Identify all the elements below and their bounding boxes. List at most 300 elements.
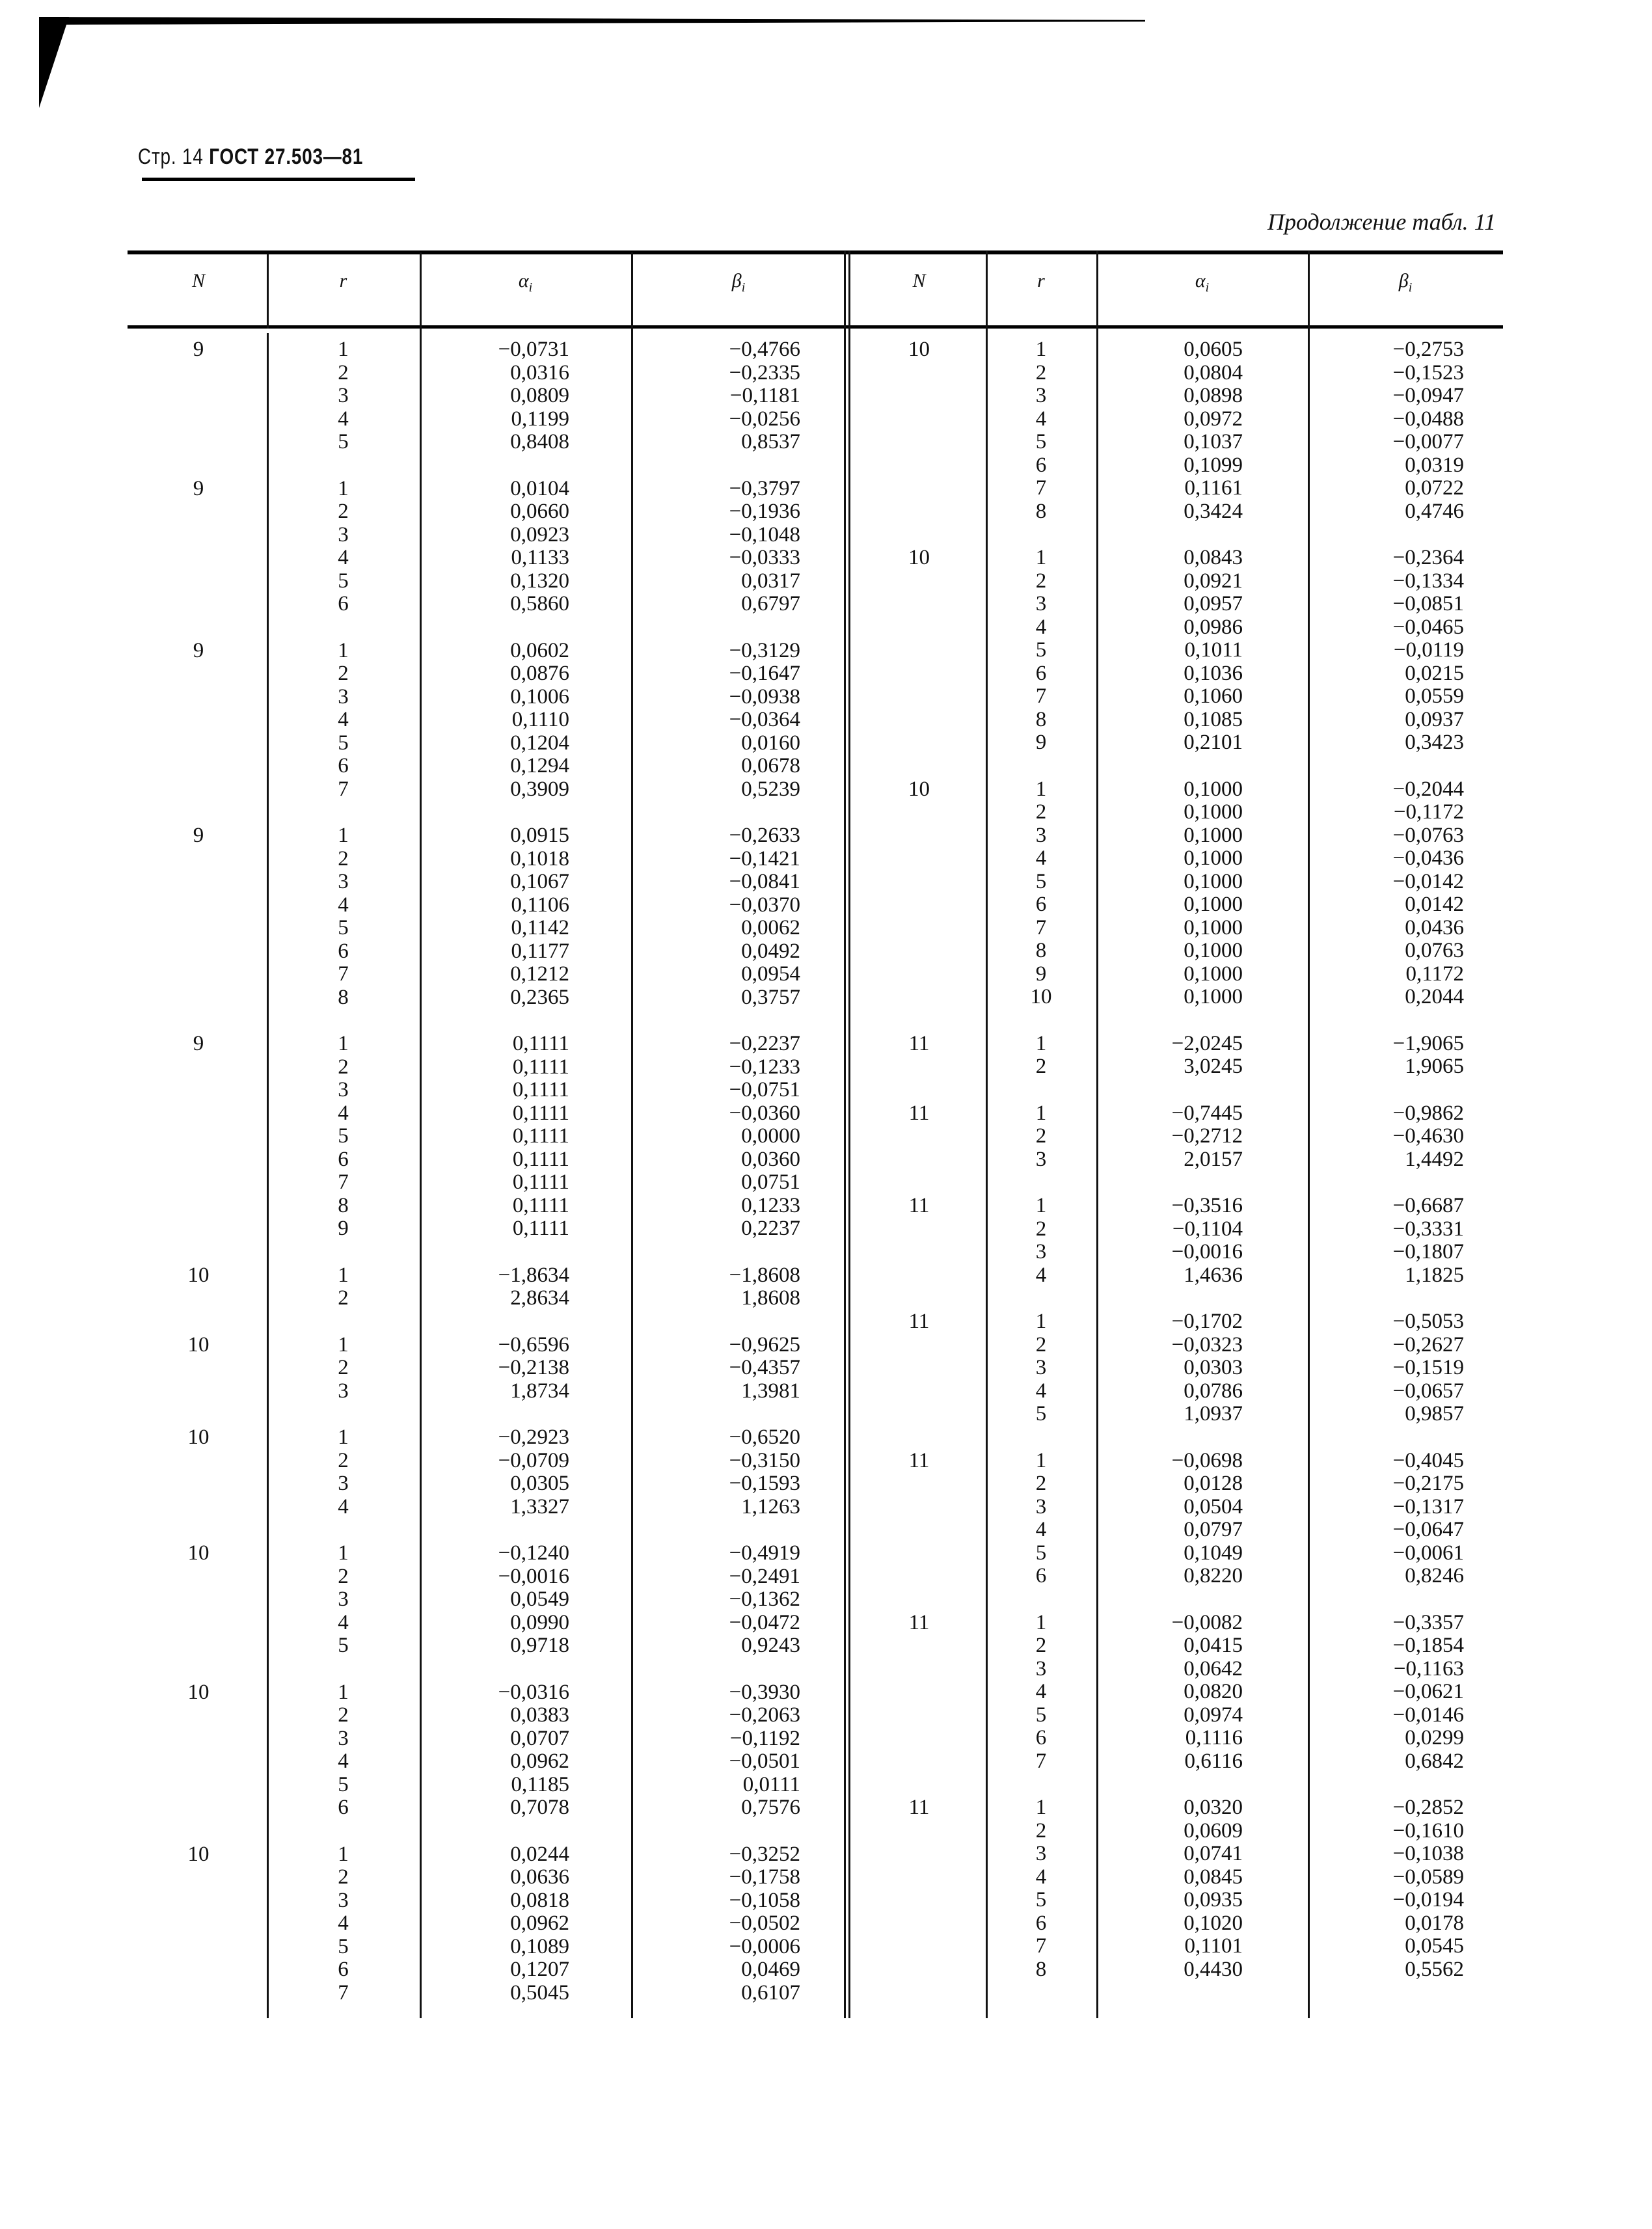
subscript: i — [1408, 280, 1413, 295]
cell-beta: 0,0937 — [1405, 707, 1464, 731]
table-row — [852, 1102, 1503, 1126]
cell-alpha: 0,1101 — [1184, 1934, 1243, 1958]
table-group — [130, 1542, 846, 1658]
table-row — [130, 1750, 846, 1774]
cell-beta: −0,0465 — [1392, 615, 1464, 639]
table-row — [130, 894, 846, 917]
cell-beta: −0,0142 — [1392, 869, 1464, 893]
table-row — [130, 755, 846, 778]
cell-beta: −1,9065 — [1392, 1031, 1464, 1055]
cell-N — [852, 1403, 986, 1426]
cell-r: 4 — [338, 546, 349, 569]
cell-N — [852, 731, 986, 755]
table-row — [852, 1033, 1503, 1056]
cell-beta: −0,1233 — [729, 1055, 800, 1079]
cell-N — [130, 755, 267, 778]
cell-N — [130, 1056, 267, 1079]
cell-N — [130, 1496, 267, 1519]
cell-beta: 1,3981 — [741, 1379, 800, 1403]
cell-N — [852, 986, 986, 1009]
cell-N — [130, 500, 267, 524]
cell-alpha: −0,0731 — [498, 338, 569, 361]
cell-alpha: 0,0415 — [1184, 1634, 1243, 1657]
cell-beta: −0,0006 — [729, 1934, 800, 1958]
cell-r: 1 — [1035, 546, 1047, 569]
cell-N — [852, 893, 986, 917]
cell-beta: 0,0954 — [741, 962, 800, 986]
cell-alpha: 0,0843 — [1184, 546, 1243, 569]
cell-N — [852, 963, 986, 986]
table-row — [852, 939, 1503, 963]
table-row — [852, 616, 1503, 640]
cell-alpha: 0,1011 — [1184, 638, 1243, 662]
table-row — [852, 570, 1503, 593]
cell-N — [852, 1889, 986, 1912]
cell-alpha: 0,0957 — [1184, 592, 1243, 615]
cell-alpha: 0,6116 — [1184, 1749, 1243, 1773]
cell-N — [130, 1612, 267, 1635]
cell-alpha: −0,7445 — [1171, 1101, 1243, 1125]
cell-beta: −0,4045 — [1392, 1448, 1464, 1472]
cell-beta: −0,1647 — [729, 662, 800, 685]
cell-N — [852, 477, 986, 500]
cell-alpha: 0,0636 — [510, 1865, 569, 1889]
table-row — [130, 1774, 846, 1797]
cell-r: 7 — [338, 1980, 349, 2005]
header-alpha-left — [420, 270, 631, 295]
cell-r: 6 — [338, 592, 349, 615]
cell-alpha: 0,3909 — [510, 777, 569, 801]
table-row — [130, 500, 846, 524]
cell-r: 5 — [338, 430, 349, 453]
cell-alpha: 0,1060 — [1184, 684, 1243, 708]
cell-r: 1 — [338, 1842, 349, 1866]
cell-alpha: 0,8220 — [1184, 1564, 1243, 1587]
cell-r: 1 — [338, 638, 349, 662]
cell-r: 8 — [1035, 499, 1047, 523]
cell-N — [852, 362, 986, 385]
cell-beta: −0,0841 — [729, 870, 800, 893]
table-row — [852, 963, 1503, 986]
table-top-rule — [128, 250, 1503, 254]
cell-beta: 0,0722 — [1405, 476, 1464, 500]
cell-alpha: 0,0660 — [510, 500, 569, 523]
table-row — [130, 1217, 846, 1241]
cell-alpha: 0,1212 — [510, 962, 569, 986]
header-beta-right — [1308, 270, 1503, 295]
cell-alpha: 0,1000 — [1184, 800, 1243, 824]
cell-beta: −0,4357 — [729, 1356, 800, 1379]
cell-alpha: 0,1000 — [1184, 985, 1243, 1008]
cell-alpha: 0,0642 — [1184, 1656, 1243, 1681]
cell-r: 1 — [338, 1680, 349, 1704]
cell-beta: −0,9625 — [729, 1332, 800, 1357]
cell-r: 3 — [338, 384, 349, 407]
cell-r: 5 — [338, 569, 349, 593]
cell-alpha: 0,1111 — [512, 1032, 569, 1055]
table-row — [130, 1079, 846, 1102]
cell-beta: −0,3150 — [729, 1448, 800, 1472]
cell-alpha: 0,1018 — [510, 846, 569, 871]
cell-N — [852, 616, 986, 640]
table-row — [130, 593, 846, 616]
cell-alpha: 0,1111 — [512, 1193, 569, 1217]
header-alpha-right — [1096, 270, 1308, 295]
cell-N — [130, 662, 267, 686]
cell-r: 5 — [338, 1772, 349, 1796]
cell-r: 2 — [1035, 1818, 1047, 1843]
table-row — [130, 1472, 846, 1496]
table-row — [130, 1889, 846, 1913]
cell-alpha: 0,1204 — [510, 731, 569, 755]
table-row — [130, 640, 846, 663]
cell-r: 2 — [338, 1703, 349, 1727]
cell-alpha: 0,0921 — [1184, 569, 1243, 593]
cell-r: 2 — [338, 1055, 349, 1079]
cell-N — [852, 1820, 986, 1843]
cell-r: 1 — [1035, 777, 1047, 801]
cell-alpha: 0,1111 — [512, 1055, 569, 1079]
beta-symbol: β — [731, 270, 742, 291]
cell-N — [130, 593, 267, 616]
cell-N — [130, 940, 267, 964]
cell-N: 11 — [908, 1031, 930, 1055]
scan-corner-mark — [39, 17, 69, 108]
cell-r: 3 — [1035, 592, 1047, 615]
cell-N — [852, 431, 986, 454]
cell-beta: 0,0360 — [741, 1147, 800, 1171]
cell-beta: −0,0360 — [729, 1101, 800, 1125]
cell-beta: −0,0502 — [729, 1912, 800, 1935]
cell-N: 10 — [187, 1541, 210, 1565]
cell-alpha: 0,1067 — [510, 870, 569, 893]
cell-beta: −1,8608 — [729, 1263, 800, 1287]
table-row — [130, 1843, 846, 1867]
cell-beta: −0,2627 — [1392, 1332, 1464, 1357]
cell-r: 1 — [338, 1263, 349, 1287]
cell-beta: −0,0146 — [1392, 1703, 1464, 1727]
cell-r: 5 — [338, 1934, 349, 1958]
cell-beta: 0,3757 — [741, 985, 800, 1009]
cell-N — [130, 1472, 267, 1496]
cell-N — [130, 1866, 267, 1889]
table-group — [130, 1426, 846, 1519]
table-row — [852, 477, 1503, 500]
cell-beta: −0,3930 — [729, 1680, 800, 1704]
cell-r: 4 — [1035, 1518, 1047, 1541]
table-row — [852, 500, 1503, 524]
cell-beta: 0,0319 — [1405, 453, 1464, 477]
cell-alpha: −0,0016 — [498, 1564, 569, 1588]
cell-r: 3 — [1035, 1494, 1047, 1519]
table-group — [852, 338, 1503, 523]
cell-r: 5 — [338, 731, 349, 755]
table-row — [130, 1912, 846, 1936]
cell-r: 5 — [1035, 1703, 1047, 1727]
cell-N — [130, 1704, 267, 1727]
cell-r: 4 — [338, 1749, 349, 1773]
cell-beta: 0,4746 — [1405, 499, 1464, 523]
cell-r: 9 — [1035, 962, 1047, 986]
cell-beta: −0,1038 — [1392, 1842, 1464, 1865]
cell-alpha: −1,8634 — [498, 1263, 569, 1287]
cell-beta: −0,1936 — [729, 500, 800, 523]
cell-beta: 0,0751 — [741, 1170, 800, 1194]
table-row — [852, 1681, 1503, 1704]
cell-alpha: 0,1320 — [510, 569, 569, 593]
cell-r: 6 — [1035, 1911, 1047, 1935]
table-row — [130, 524, 846, 547]
cell-r: 2 — [1035, 1472, 1047, 1495]
table-row — [130, 1033, 846, 1056]
cell-alpha: 0,0876 — [510, 662, 569, 685]
cell-N — [130, 1079, 267, 1102]
table-row — [852, 1542, 1503, 1565]
cell-beta: −0,0061 — [1392, 1541, 1464, 1565]
cell-r: 4 — [1035, 1263, 1047, 1287]
table-row — [852, 778, 1503, 802]
cell-beta: −0,0333 — [729, 546, 800, 569]
cell-N: 10 — [908, 338, 930, 361]
table-row — [130, 1450, 846, 1473]
cell-r: 7 — [1035, 684, 1047, 708]
cell-beta: −0,0194 — [1392, 1888, 1464, 1912]
cell-r: 7 — [338, 962, 349, 986]
cell-r: 3 — [338, 1888, 349, 1912]
cell-alpha: 0,1111 — [512, 1101, 569, 1125]
cell-r: 6 — [1035, 1726, 1047, 1749]
table-row — [130, 1542, 846, 1565]
cell-alpha: 0,0128 — [1184, 1472, 1243, 1495]
cell-r: 2 — [338, 662, 349, 685]
cell-alpha: 0,0605 — [1184, 338, 1243, 361]
cell-r: 4 — [338, 407, 349, 431]
cell-beta: 0,7576 — [741, 1796, 800, 1819]
cell-beta: −0,1172 — [1393, 800, 1464, 824]
cell-beta: −0,1058 — [729, 1888, 800, 1912]
cell-N: 9 — [193, 824, 204, 847]
table-group — [852, 1195, 1503, 1287]
cell-r: 9 — [1035, 731, 1047, 754]
cell-r: 2 — [1035, 569, 1047, 593]
cell-r: 6 — [1035, 453, 1047, 477]
cell-r: 2 — [338, 1448, 349, 1472]
cell-N — [130, 1982, 267, 2005]
subscript: i — [1205, 280, 1210, 295]
table-row — [852, 1958, 1503, 1982]
cell-r: 3 — [1035, 1147, 1047, 1171]
cell-N — [852, 1542, 986, 1565]
cell-N — [852, 1357, 986, 1380]
cell-r: 1 — [1035, 1310, 1047, 1333]
table-row — [130, 686, 846, 709]
cell-alpha: −0,3516 — [1171, 1194, 1243, 1217]
cell-N — [130, 894, 267, 917]
cell-beta: 0,0763 — [1405, 939, 1464, 962]
table-row — [852, 1935, 1503, 1958]
cell-N — [852, 685, 986, 709]
cell-r: 6 — [1035, 893, 1047, 916]
cell-beta: 1,1825 — [1405, 1263, 1464, 1287]
cell-r: 5 — [1035, 638, 1047, 662]
cell-N: 10 — [908, 546, 930, 569]
cell-N — [852, 871, 986, 894]
cell-alpha: 0,1111 — [512, 1078, 569, 1101]
cell-alpha: 0,1000 — [1184, 893, 1243, 916]
cell-r: 2 — [338, 1356, 349, 1379]
table-row — [130, 963, 846, 986]
cell-N — [130, 1148, 267, 1172]
cell-r: 1 — [1035, 1194, 1047, 1217]
cell-r: 4 — [338, 1494, 349, 1519]
cell-alpha: −0,0709 — [498, 1448, 569, 1472]
cell-r: 4 — [338, 708, 349, 731]
table-row — [130, 709, 846, 732]
table-row — [130, 986, 846, 1010]
cell-r: 5 — [1035, 1402, 1047, 1425]
cell-r: 7 — [338, 1170, 349, 1194]
cell-alpha: 0,1000 — [1184, 962, 1243, 986]
cell-beta: −0,0589 — [1392, 1865, 1464, 1889]
cell-N — [852, 1334, 986, 1357]
table-row — [852, 709, 1503, 732]
cell-r: 5 — [1035, 869, 1047, 893]
table-row — [852, 1496, 1503, 1519]
alpha-symbol: α — [1195, 270, 1206, 291]
cell-alpha: 0,0303 — [1184, 1356, 1243, 1379]
cell-alpha: 0,1142 — [511, 916, 569, 939]
cell-beta: −0,3331 — [1392, 1217, 1464, 1241]
cell-alpha: 0,7078 — [510, 1796, 569, 1819]
cell-beta: 0,0436 — [1405, 915, 1464, 939]
table-row — [130, 1195, 846, 1218]
table-row — [130, 1380, 846, 1403]
cell-N — [852, 1496, 986, 1519]
standard-id: ГОСТ 27.503—81 — [209, 144, 364, 169]
cell-N — [852, 1125, 986, 1148]
table-row — [852, 338, 1503, 362]
table-row — [852, 1912, 1503, 1936]
cell-beta: 0,2044 — [1405, 985, 1464, 1008]
cell-r: 5 — [1035, 1541, 1047, 1565]
cell-beta: 0,0000 — [741, 1124, 800, 1148]
table-row — [130, 1171, 846, 1195]
cell-alpha: 0,0549 — [510, 1587, 569, 1611]
table-group — [130, 478, 846, 616]
cell-alpha: 0,0845 — [1184, 1865, 1243, 1889]
table-row — [130, 1264, 846, 1288]
table-row — [130, 362, 846, 385]
subscript: i — [528, 280, 533, 295]
cell-N — [130, 917, 267, 940]
table-header-rule — [128, 325, 1503, 329]
cell-alpha: 0,0244 — [510, 1842, 569, 1866]
cell-N — [130, 362, 267, 385]
cell-beta: −0,2633 — [729, 824, 800, 847]
table-row — [852, 639, 1503, 662]
cell-r: 5 — [1035, 430, 1047, 453]
cell-N — [130, 524, 267, 547]
table-row — [852, 362, 1503, 385]
cell-alpha: 0,0741 — [1184, 1842, 1243, 1865]
cell-r: 7 — [1035, 476, 1047, 500]
cell-N — [130, 732, 267, 755]
table-group — [130, 1334, 846, 1403]
cell-beta: −0,1181 — [729, 384, 800, 407]
cell-r: 1 — [338, 476, 349, 500]
cell-N: 9 — [193, 476, 204, 500]
table-row — [130, 848, 846, 871]
cell-alpha: −0,1104 — [1172, 1217, 1243, 1241]
cell-N — [852, 1727, 986, 1750]
table-row — [852, 893, 1503, 917]
cell-r: 2 — [338, 1865, 349, 1889]
cell-N — [852, 1218, 986, 1241]
cell-alpha: 1,3327 — [510, 1494, 569, 1519]
table-row — [852, 1380, 1503, 1403]
cell-alpha: 0,0786 — [1184, 1379, 1243, 1403]
cell-r: 7 — [1035, 1749, 1047, 1773]
cell-r: 2 — [338, 360, 349, 385]
cell-r: 4 — [338, 1912, 349, 1935]
cell-alpha: 0,1037 — [1184, 430, 1243, 453]
cell-beta: 0,0299 — [1405, 1726, 1464, 1749]
cell-beta: 1,9065 — [1405, 1055, 1464, 1078]
table-row — [852, 824, 1503, 848]
cell-alpha: −0,1240 — [498, 1541, 569, 1565]
cell-alpha: 0,0898 — [1184, 384, 1243, 407]
cell-alpha: 0,1000 — [1184, 823, 1243, 847]
table-row — [130, 431, 846, 454]
table-row — [852, 1820, 1503, 1843]
table-row — [130, 940, 846, 964]
table-group — [130, 824, 846, 1009]
cell-N — [130, 1357, 267, 1380]
table-row — [852, 1866, 1503, 1889]
cell-alpha: 0,1294 — [510, 754, 569, 777]
cell-alpha: 0,0609 — [1184, 1818, 1243, 1843]
cell-alpha: 0,0974 — [1184, 1703, 1243, 1727]
cell-beta: 0,0678 — [741, 754, 800, 777]
header-rule — [142, 178, 415, 181]
cell-alpha: 0,2101 — [1184, 731, 1243, 754]
cell-N — [852, 824, 986, 848]
cell-r: 2 — [1035, 1055, 1047, 1078]
cell-N: 10 — [187, 1680, 210, 1704]
table-row — [130, 570, 846, 593]
cell-r: 6 — [338, 1796, 349, 1819]
header-r-right: r — [1037, 270, 1045, 291]
cell-N — [130, 1936, 267, 1959]
table-row — [852, 1565, 1503, 1588]
cell-N — [852, 1148, 986, 1172]
cell-alpha: 0,1110 — [511, 708, 569, 731]
cell-beta: −0,0077 — [1392, 430, 1464, 453]
cell-beta: −0,1048 — [729, 522, 800, 547]
cell-beta: 0,6842 — [1405, 1749, 1464, 1773]
cell-beta: −0,2335 — [729, 360, 800, 385]
cell-N — [852, 1958, 986, 1982]
cell-alpha: 0,1049 — [1184, 1541, 1243, 1565]
cell-r: 6 — [338, 754, 349, 777]
cell-N: 9 — [193, 338, 204, 361]
table-row — [130, 917, 846, 940]
cell-beta: −0,4919 — [729, 1541, 800, 1565]
cell-beta: 0,2237 — [741, 1217, 800, 1240]
table-row — [130, 1287, 846, 1310]
cell-alpha: 0,0797 — [1184, 1518, 1243, 1541]
cell-N: 11 — [908, 1610, 930, 1634]
